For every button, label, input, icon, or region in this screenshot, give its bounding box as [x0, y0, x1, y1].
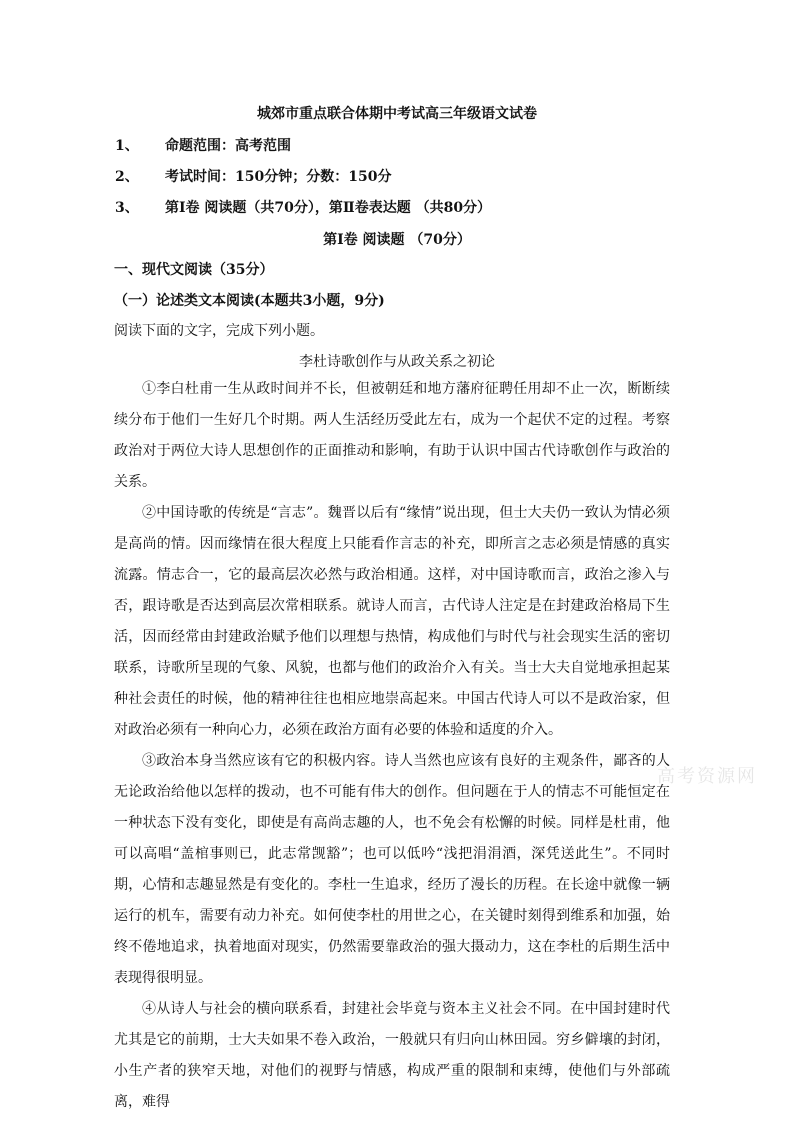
instruction-text: 阅读下面的文字，完成下列小题。 [114, 323, 324, 339]
paragraph: ①李白杜甫一生从政时间并不长，但被朝廷和地方藩府征聘任用却不止一次，断断续续分布于他们一生好几个时期。两人生活经历受此左右，成为一个起伏不定的过程。考察政治对于两位大诗人思想创作的正面推动和影响，有助于认识中国古代诗歌创作与政治的关系。 [114, 381, 670, 490]
note-text: 考试时间：150分钟；分数：150分 [165, 169, 392, 185]
article-title: 李杜诗歌创作与从政关系之初论 [299, 354, 495, 370]
article-body [114, 374, 670, 1118]
watermark: 高考资源网 [657, 766, 757, 787]
paragraph: ④从诗人与社会的横向联系看，封建社会毕竟与资本主义社会不同。在中国封建时代尤其是它的前期，士大夫如果不卷入政治，一般就只有归向山林田园。穷乡僻壤的封闭，小生产者的狭窄天地，对他们的视野与情感，构成严重的限制和束缚，使他们与外部疏离，难得 [114, 1001, 670, 1110]
note-number: 2、 [115, 169, 139, 185]
note-1 [115, 135, 291, 155]
note-number: 1、 [115, 138, 139, 154]
paragraph: ②中国诗歌的传统是“言志”。魏晋以后有“缘情”说出现，但士大夫仍一致认为情必须是高尚的情。因而缘情在很大程度上只能看作言志的补充，即所言之志必须是情感的真实流露。情志合一，它的最高层次必然与政治相通。这样，对中国诗歌而言，政治之渗入与否，跟诗歌是否达到高层次常相联系。就诗人而言，古代诗人注定是在封建政治格局下生活，因而经常由封建政治赋予他们以理想与热情，构成他们与时代与社会现实生活的密切联系，诗歌所呈现的气象、风貌，也都与他们的政治介入有关。当士大夫自觉地承担起某种社会责任的时候，他的精神往往也相应地崇高起来。中国古代诗人可以不是政治家，但对政治必须有一种向心力，必须在政治方面有必要的体验和适度的介入。 [114, 505, 670, 738]
section-title: 第Ⅰ卷 阅读题 （70分） [323, 232, 471, 248]
note-number: 3、 [115, 200, 139, 216]
note-3 [115, 197, 491, 217]
note-text: 第Ⅰ卷 阅读题（共70分），第Ⅱ卷表达题 （共80分） [165, 200, 492, 216]
part-heading: 一、现代文阅读（35分） [114, 262, 274, 278]
exam-title: 城郊市重点联合体期中考试高三年级语文试卷 [257, 106, 537, 122]
paragraph: ③政治本身当然应该有它的积极内容。诗人当然也应该有良好的主观条件，鄙吝的人无论政治给他以怎样的拨动，也不可能有伟大的创作。但问题在于人的情志不可能恒定在一种状态下没有变化，即使是有高尚志趣的人，也不免会有松懈的时候。同样是杜甫，他可以高唱“盖棺事则已，此志常觊豁”；也可以低吟“浅把涓涓酒，深凭送此生”。不同时期，心情和志趣显然是有变化的。李杜一生追求，经历了漫长的历程。在长途中就像一辆运行的机车，需要有动力补充。如何使李杜的用世之心，在关键时刻得到维系和加强，始终不倦地追求，执着地面对现实，仍然需要靠政治的强大摄动力，这在李杜的后期生活中表现得很明显。 [114, 753, 670, 986]
note-2 [115, 166, 391, 186]
sub-heading: （一）论述类文本阅读(本题共3小题，9分) [114, 293, 385, 309]
note-text: 命题范围：高考范围 [165, 138, 291, 154]
